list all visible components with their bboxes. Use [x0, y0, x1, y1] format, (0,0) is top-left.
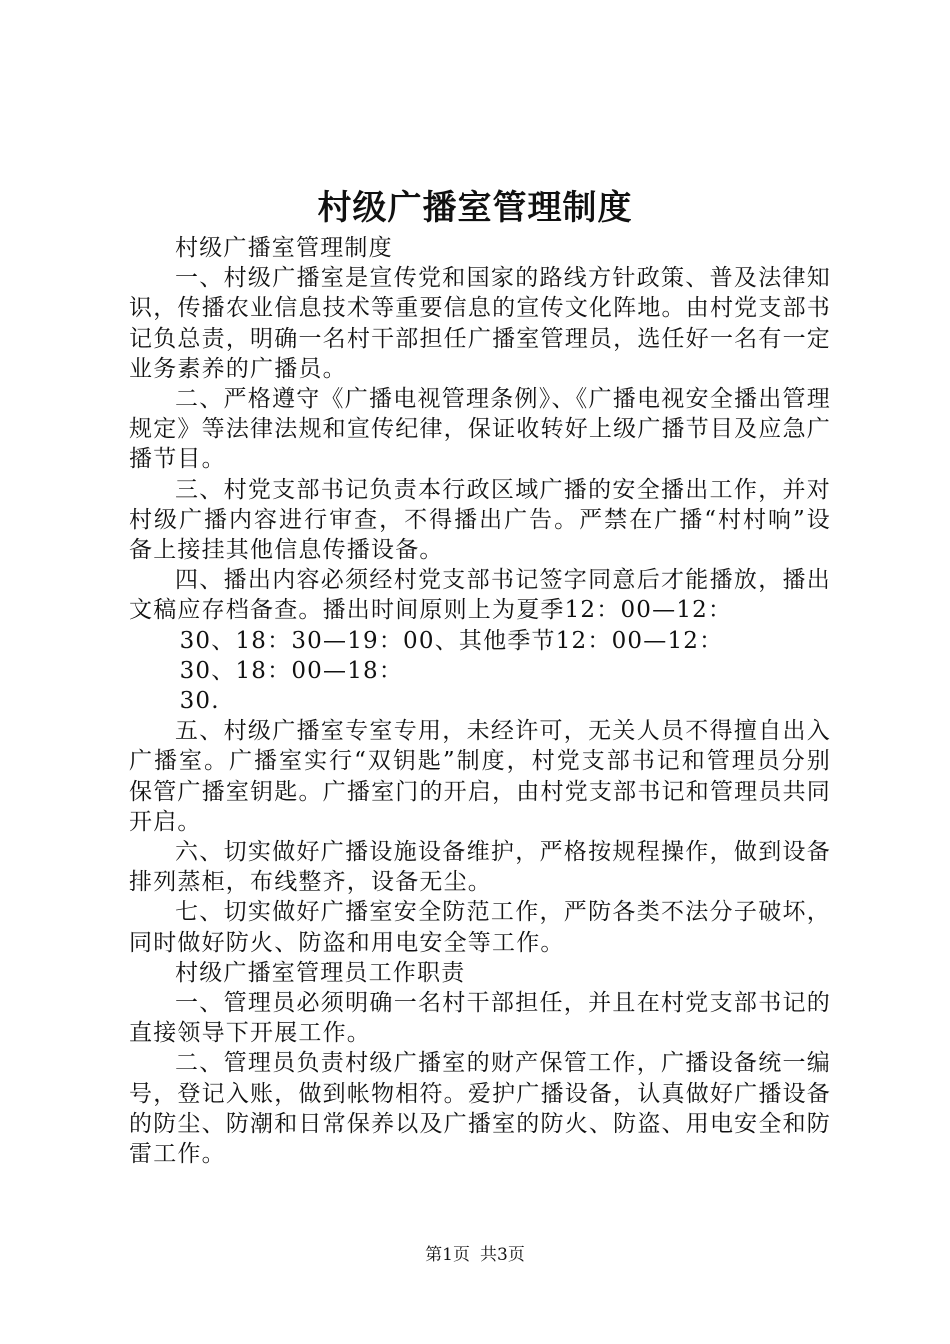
body-subtitle: 村级广播室管理制度	[175, 235, 393, 261]
paragraph-7: 七、切实做好广播室安全防范工作，严防各类不法分子破坏，同时做好防火、防盗和用电安全等工作。	[129, 899, 831, 956]
paragraph-4: 四、播出内容必须经村党支部书记签字同意后才能播放，播出文稿应存档备查。播出时间原则上为夏季12：00—12：	[129, 567, 831, 624]
section-heading: 村级广播室管理员工作职责	[175, 959, 466, 986]
page-footer	[0, 1243, 950, 1267]
paragraph-4-time-2: 30、18：00—18：	[179, 657, 404, 684]
paragraph-2: 二、严格遵守《广播电视管理条例》、《广播电视安全播出管理规定》等法律法规和宣传纪律，保证收转好上级广播节目及应急广播节目。	[129, 386, 831, 473]
document-body	[129, 233, 831, 1169]
duty-paragraph-1: 一、管理员必须明确一名村干部担任，并且在村党支部书记的直接领导下开展工作。	[129, 990, 831, 1047]
duty-paragraph-2: 二、管理员负责村级广播室的财产保管工作，广播设备统一编号，登记入账，做到帐物相符。爱护广播设备，认真做好广播设备的防尘、防潮和日常保养以及广播室的防火、防盗、用电安全和防雷工作。	[129, 1050, 831, 1168]
paragraph-3: 三、村党支部书记负责本行政区域广播的安全播出工作，并对村级广播内容进行审查，不得播出广告。严禁在广播“村村响”设备上接挂其他信息传播设备。	[129, 476, 831, 564]
paragraph-1: 一、村级广播室是宣传党和国家的路线方针政策、普及法律知识，传播农业信息技术等重要信息的宣传文化阵地。由村党支部书记负总责，明确一名村干部担任广播室管理员，选任好一名有一定业务素养的广播员。	[129, 265, 831, 382]
paragraph-5: 五、村级广播室专室专用，未经许可，无关人员不得擅自出入广播室。广播室实行“双钥匙”制度，村党支部书记和管理员分别保管广播室钥匙。广播室门的开启，由村党支部书记和管理员共同开启。	[129, 718, 831, 835]
document-title: 村级广播室管理制度	[317, 188, 633, 228]
page-number: 第1页	[425, 1245, 470, 1265]
paragraph-6: 六、切实做好广播设施设备维护，严格按规程操作，做到设备排列蒸柜，布线整齐，设备无尘。	[129, 839, 831, 896]
paragraph-4-time-3: 30.	[179, 688, 220, 715]
paragraph-4-time-1: 30、18：30—19：00、其他季节12：00—12：	[179, 627, 724, 654]
page-total: 共3页	[480, 1245, 525, 1265]
